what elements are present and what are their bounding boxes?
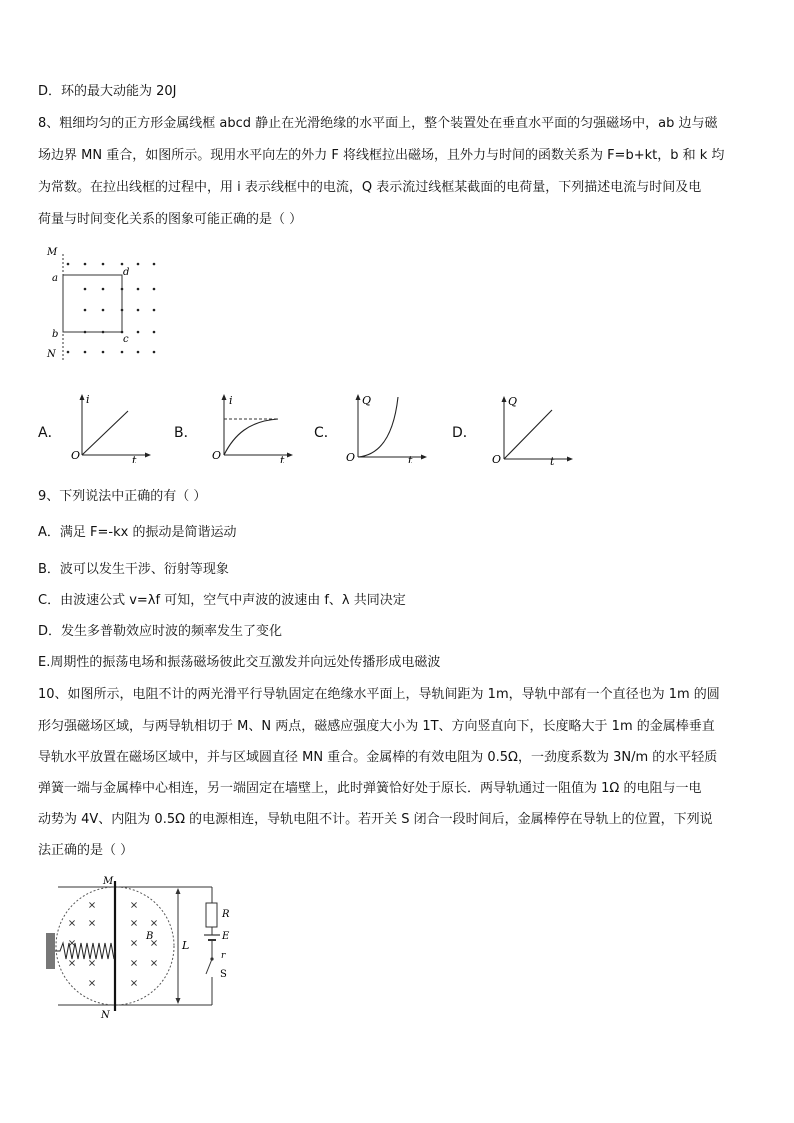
graph-b-curve xyxy=(224,419,278,455)
field-dot xyxy=(84,331,87,334)
svg-text:i: i xyxy=(229,394,233,407)
graph-d-curve xyxy=(504,410,552,459)
svg-text:i: i xyxy=(86,393,90,406)
svg-text:O: O xyxy=(492,453,502,465)
svg-text:O: O xyxy=(212,449,222,462)
switch-s xyxy=(206,959,212,974)
q10-stem-line-5: 动势为 4V、内阻为 0.5Ω 的电源相连，导轨电阻不计。若开关 S 闭合一段时间后，金属棒停在导轨上的位置，下列说 xyxy=(38,812,713,827)
graph-a-curve xyxy=(82,411,128,455)
q9-option-e[interactable]: E.周期性的振荡电场和振荡磁场彼此交互激发并向远处传播形成电磁波 xyxy=(38,655,441,670)
q8-stem-line-3: 为常数。在拉出线框的过程中，用 i 表示线框中的电流，Q 表示流过线框某截面的电荷量，下列描述电流与时间及电 xyxy=(38,180,702,195)
resistor-r xyxy=(206,903,217,927)
svg-text:Q: Q xyxy=(508,395,518,408)
field-dot xyxy=(67,263,70,266)
q8-graph-a xyxy=(62,393,152,463)
q7-option-d: D．环的最大动能为 20J xyxy=(38,84,177,99)
spring xyxy=(55,943,115,959)
field-dot xyxy=(137,331,140,334)
field-dot xyxy=(102,288,105,291)
label-d: d xyxy=(123,267,130,278)
field-dot xyxy=(84,309,87,312)
field-dot xyxy=(102,331,105,334)
field-dot xyxy=(137,288,140,291)
q10-stem-line-4: 弹簧一端与金属棒中心相连，另一端固定在墙壁上，此时弹簧恰好处于原长．两导轨通过一阻值为 1Ω 的电阻与一电 xyxy=(38,781,702,796)
svg-text:Q: Q xyxy=(362,394,372,407)
field-dot xyxy=(137,263,140,266)
field-dot xyxy=(137,309,140,312)
field-dots xyxy=(67,263,156,354)
wall xyxy=(46,933,55,969)
q9-option-d[interactable]: D．发生多普勒效应时波的频率发生了变化 xyxy=(38,624,283,639)
label-S: S xyxy=(220,969,227,980)
q9-option-c[interactable]: C．由波速公式 v=λf 可知，空气中声波的波速由 f、λ 共同决定 xyxy=(38,593,406,608)
label-N: N xyxy=(101,1010,110,1018)
label-E: E xyxy=(222,931,230,942)
field-dot xyxy=(153,263,156,266)
q8-graph-c xyxy=(342,393,432,463)
field-dot xyxy=(153,309,156,312)
field-dot xyxy=(84,288,87,291)
q10-stem-line-1: 10、如图所示，电阻不计的两光滑平行导轨固定在绝缘水平面上，导轨间距为 1m，导轨中部有一个直径也为 1m 的圆 xyxy=(38,687,720,702)
svg-text:O: O xyxy=(346,451,356,463)
q8-stem-line-1: 8、粗细均匀的正方形金属线框 abcd 静止在光滑绝缘的水平面上，整个装置处在垂直水平面的匀强磁场中，ab 边与磁 xyxy=(38,116,718,131)
q9-stem: 9、下列说法中正确的有（ ） xyxy=(38,489,207,504)
q10-stem-line-3: 导轨水平放置在磁场区域中，并与区域圆直径 MN 重合。金属棒的有效电阻为 0.5Ω，一劲度系数为 3N/m 的水平轻质 xyxy=(38,750,718,765)
svg-text:t: t xyxy=(408,454,413,463)
label-M: M xyxy=(47,247,58,258)
q8-option-d-label[interactable]: D． xyxy=(452,425,477,441)
field-dot xyxy=(121,331,124,334)
q8-graph-b xyxy=(204,393,294,463)
field-dot xyxy=(121,263,124,266)
label-N: N xyxy=(47,349,56,360)
svg-text:t: t xyxy=(132,454,137,463)
label-L: L xyxy=(182,939,190,952)
field-dot xyxy=(121,351,124,354)
label-a: a xyxy=(52,273,58,284)
field-dot xyxy=(102,309,105,312)
q10-stem-line-2: 形匀强磁场区域，与两导轨相切于 M、N 两点，磁感应强度大小为 1T、方向竖直向下，长度略大于 1m 的金属棒垂直 xyxy=(38,719,715,734)
field-dot xyxy=(137,351,140,354)
field-dot xyxy=(153,288,156,291)
label-c: c xyxy=(123,334,129,345)
q8-option-a-label[interactable]: A． xyxy=(38,425,62,441)
field-dot xyxy=(121,288,124,291)
field-dot xyxy=(153,331,156,334)
svg-text:t: t xyxy=(280,454,285,463)
label-b: b xyxy=(52,329,59,340)
svg-text:t: t xyxy=(550,455,555,465)
svg-text:O: O xyxy=(71,449,81,462)
field-dot xyxy=(84,351,87,354)
field-dot xyxy=(102,263,105,266)
field-dot xyxy=(102,351,105,354)
q8-stem-line-4: 荷量与时间变化关系的图象可能正确的是（ ） xyxy=(38,212,303,227)
q8-graph-d xyxy=(488,393,578,465)
label-r: r xyxy=(221,951,226,961)
q8-option-b-label[interactable]: B． xyxy=(174,425,198,441)
label-M: M xyxy=(103,876,114,887)
q8-stem-line-2: 场边界 MN 重合，如图所示。现用水平向左的外力 F 将线框拉出磁场，且外力与时间的函数关系为 F=b+kt，b 和 k 均 xyxy=(38,148,725,163)
q9-option-a[interactable]: A．满足 F=-kx 的振动是简谐运动 xyxy=(38,525,237,540)
q9-option-b[interactable]: B．波可以发生干涉、衍射等现象 xyxy=(38,562,229,577)
field-crosses xyxy=(69,902,156,985)
q8-option-c-label[interactable]: C． xyxy=(314,425,338,441)
q8-frame-figure xyxy=(42,244,162,364)
field-dot xyxy=(121,309,124,312)
field-dot xyxy=(153,351,156,354)
label-B: B xyxy=(146,931,154,942)
label-R: R xyxy=(222,909,230,920)
field-dot xyxy=(67,351,70,354)
square-frame xyxy=(63,275,122,332)
q10-circuit-figure xyxy=(42,873,232,1018)
q10-stem-line-6: 法正确的是（ ） xyxy=(38,843,134,858)
field-dot xyxy=(84,263,87,266)
